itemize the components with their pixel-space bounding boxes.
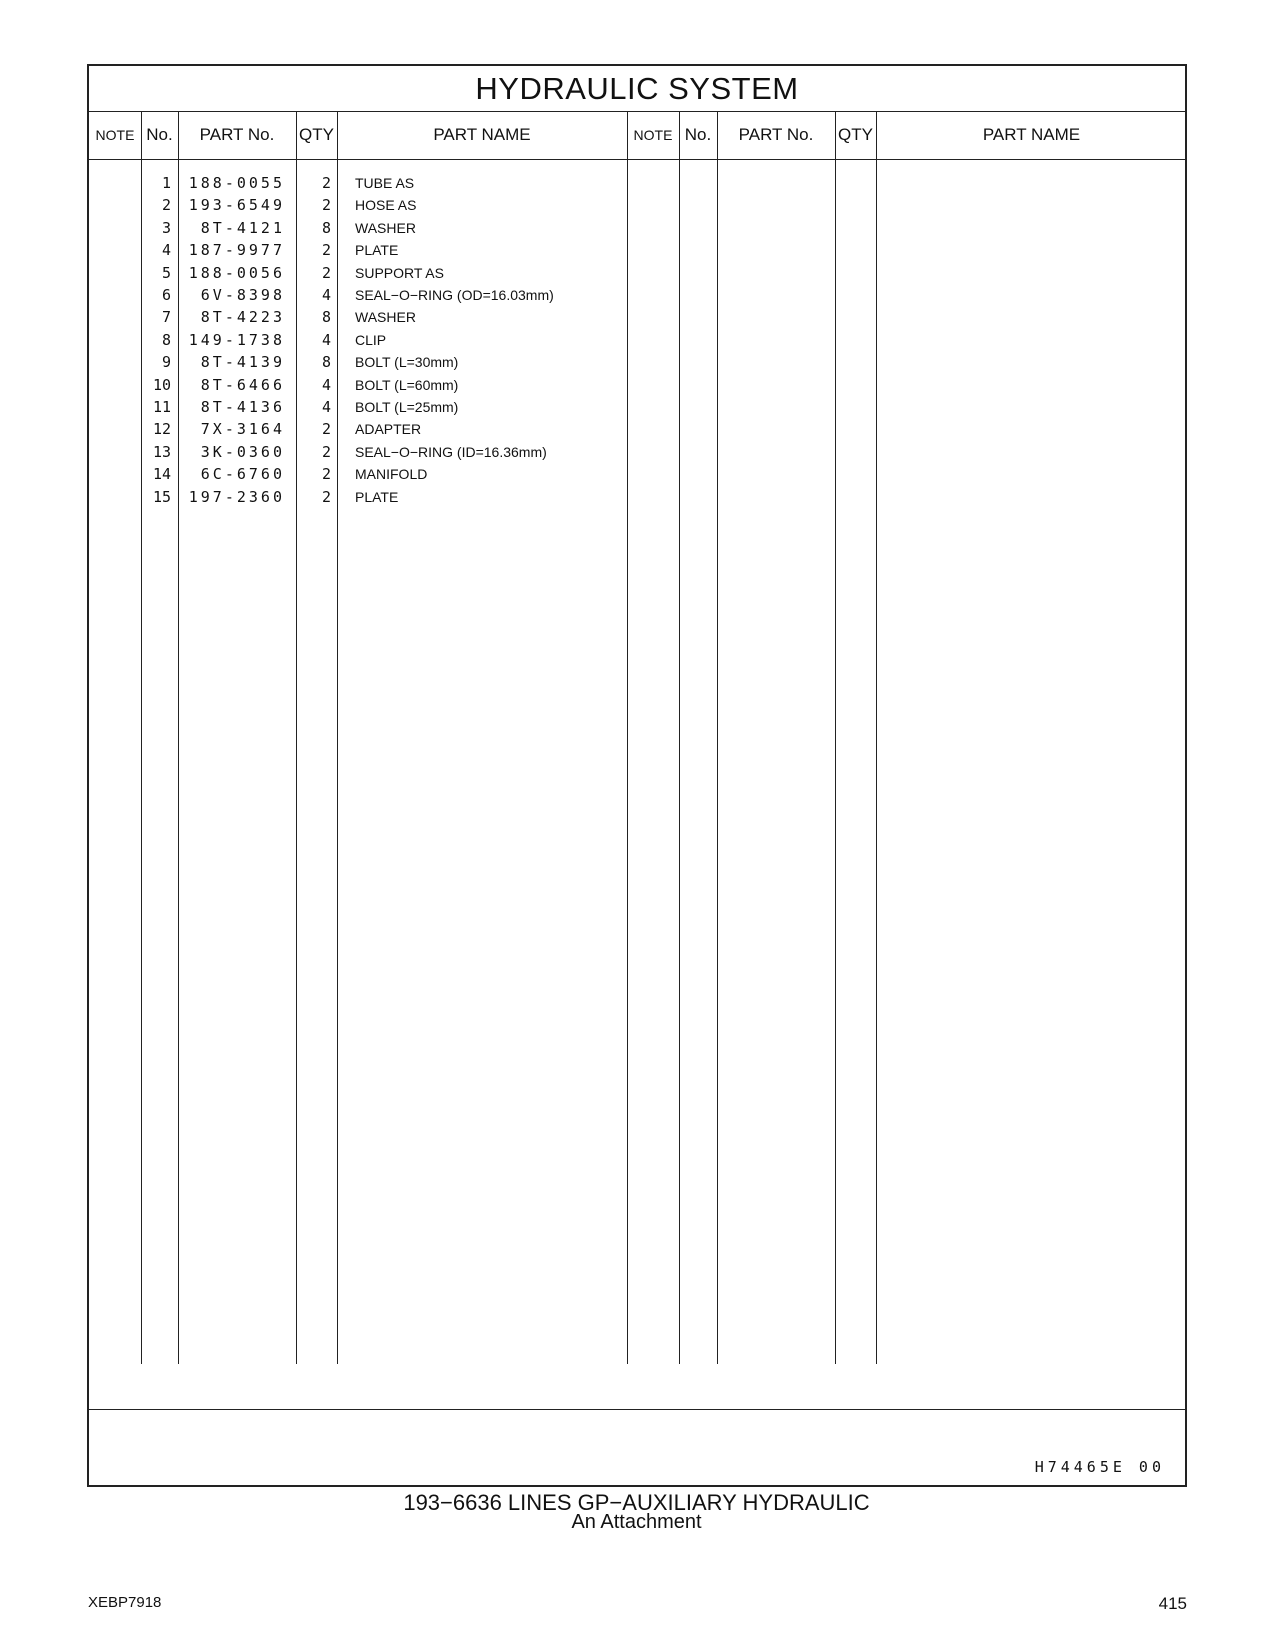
row-number: 1 <box>161 174 171 192</box>
part-name: ADAPTER <box>355 421 422 438</box>
header-no-left: No. <box>146 125 173 144</box>
row-number: 14 <box>152 465 171 484</box>
part-name: BOLT (L=60mm) <box>355 376 459 393</box>
row-number: 3 <box>161 218 171 237</box>
quantity: 2 <box>321 442 331 461</box>
part-name: HOSE AS <box>355 197 417 214</box>
row-number: 10 <box>152 375 171 394</box>
quantity: 2 <box>321 487 331 506</box>
document-id: XEBP7918 <box>88 1594 162 1611</box>
group-caption: 193−6636 LINES GP−AUXILIARY HYDRAULIC <box>403 1490 870 1515</box>
row-number: 9 <box>161 353 171 372</box>
table-row <box>89 217 1185 240</box>
table-row <box>89 262 1185 285</box>
header-no-right: No. <box>684 125 712 144</box>
part-name: TUBE AS <box>355 175 415 191</box>
header-note-right: NOTE <box>633 127 673 143</box>
part-number: 6V-8398 <box>200 286 285 304</box>
part-name: SEAL−O−RING (OD=16.03mm) <box>355 287 554 303</box>
header-part-name-right: PART NAME <box>982 125 1081 144</box>
part-name: BOLT (L=30mm) <box>355 354 459 371</box>
table-row <box>89 284 1185 307</box>
drawing-code: H74465E 00 <box>1034 1458 1165 1476</box>
part-number: 8T-4136 <box>200 398 285 416</box>
part-name: WASHER <box>355 219 416 236</box>
part-number: 187-9977 <box>188 241 285 260</box>
part-name: SUPPORT AS <box>355 264 444 281</box>
table-row <box>89 418 1185 441</box>
table-row <box>89 351 1185 374</box>
part-name: PLATE <box>355 242 399 259</box>
table-row <box>89 329 1185 352</box>
page-number: 415 <box>1158 1594 1187 1613</box>
part-number: 188-0056 <box>188 263 285 282</box>
table-header <box>89 112 1185 160</box>
quantity: 2 <box>321 196 331 215</box>
part-number: 193-6549 <box>188 196 285 215</box>
row-number: 4 <box>161 241 171 260</box>
header-qty-left: QTY <box>299 125 334 144</box>
quantity: 8 <box>321 353 331 372</box>
row-number: 7 <box>161 308 171 327</box>
quantity: 4 <box>321 375 331 394</box>
part-number: 8T-4121 <box>200 218 285 237</box>
quantity: 2 <box>321 465 331 484</box>
row-number: 11 <box>152 398 171 416</box>
table-row <box>89 172 1185 195</box>
quantity: 4 <box>321 398 331 416</box>
row-number: 15 <box>152 487 171 506</box>
quantity: 2 <box>321 420 331 439</box>
quantity: 4 <box>321 286 331 304</box>
footer-divider <box>89 1409 1185 1410</box>
part-number: 149-1738 <box>188 330 285 349</box>
table-row <box>89 486 1185 509</box>
header-qty-right: QTY <box>838 125 873 144</box>
part-name: SEAL−O−RING (ID=16.36mm) <box>355 443 547 460</box>
part-name: WASHER <box>355 309 416 326</box>
table-row <box>89 441 1185 464</box>
header-note-left: NOTE <box>95 127 135 143</box>
part-number: 6C-6760 <box>200 465 285 484</box>
table-row <box>89 194 1185 217</box>
header-part-name-left: PART NAME <box>433 125 531 144</box>
quantity: 8 <box>321 308 331 327</box>
part-number: 8T-4139 <box>200 353 285 372</box>
header-part-no-left: PART No. <box>199 125 275 144</box>
quantity: 2 <box>321 241 331 260</box>
row-number: 5 <box>161 263 171 282</box>
row-number: 2 <box>161 196 171 215</box>
table-row <box>89 306 1185 329</box>
quantity: 4 <box>321 330 331 349</box>
part-name: CLIP <box>355 331 387 348</box>
row-number: 12 <box>152 420 171 439</box>
table-row <box>89 463 1185 486</box>
page-title: HYDRAULIC SYSTEM <box>89 66 1185 112</box>
table-row <box>89 374 1185 397</box>
quantity: 2 <box>321 174 331 192</box>
row-number: 8 <box>161 330 171 349</box>
part-number: 197-2360 <box>188 487 285 506</box>
header-part-no-right: PART No. <box>738 125 814 144</box>
part-number: 7X-3164 <box>200 420 285 439</box>
part-name: MANIFOLD <box>355 466 428 483</box>
group-subcaption: An Attachment <box>571 1511 702 1533</box>
part-name: PLATE <box>355 488 399 505</box>
row-number: 13 <box>152 442 171 461</box>
part-number: 8T-6466 <box>200 375 285 394</box>
part-number: 188-0055 <box>188 174 285 192</box>
part-number: 8T-4223 <box>200 308 285 327</box>
quantity: 8 <box>321 218 331 237</box>
part-number: 3K-0360 <box>200 442 285 461</box>
part-name: BOLT (L=25mm) <box>355 399 459 415</box>
table-row <box>89 239 1185 262</box>
quantity: 2 <box>321 263 331 282</box>
row-number: 6 <box>161 286 171 304</box>
parts-table-frame <box>87 64 1187 1487</box>
table-row <box>89 396 1185 419</box>
